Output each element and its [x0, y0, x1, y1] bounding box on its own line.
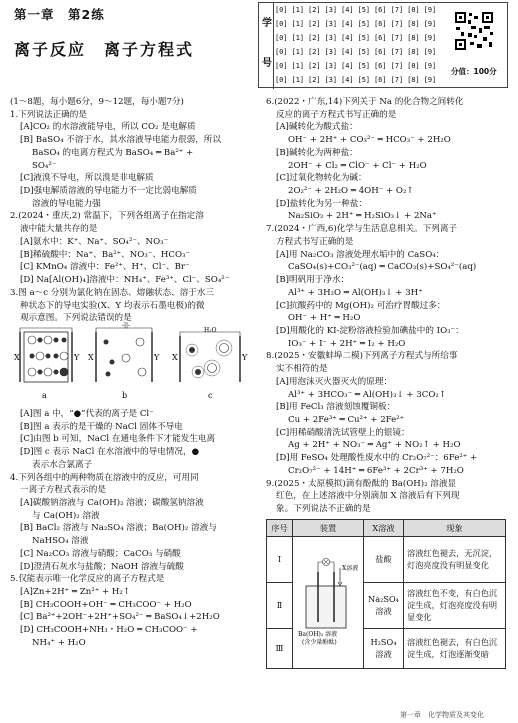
table-header: X溶液: [364, 519, 404, 536]
id-row[interactable]: [0] [1] [2] [3] [4] [5] [6] [7] [8] [9]: [275, 47, 436, 56]
option-cont: BaSO₄ 的电离方程式为 BaSO₄ ═ Ba²⁺ +: [32, 147, 194, 158]
option[interactable]: [C]抗酸药中的 Mg(OH)₂ 可治疗胃酸过多：: [276, 300, 446, 311]
option[interactable]: [A]碱转化为酸式盐：: [276, 122, 358, 133]
option[interactable]: [B]稀硫酸中：Na⁺、Ba²⁺、NO₃⁻、HCO₃⁻: [20, 249, 191, 260]
id-row[interactable]: [0] [1] [2] [3] [4] [5] [6] [7] [8] [9]: [275, 19, 436, 28]
option-cont: 与 Ca(OH)₂ 溶液: [32, 510, 100, 521]
page-footer: 第一章 化学物质及其变化: [400, 711, 484, 719]
question-7: 7.(2024・广西,6)化学与生活息息相关。下列离子: [266, 224, 458, 235]
option[interactable]: [D]图 c 表示 NaCl 在水溶液中的导电情况，●: [20, 447, 200, 458]
apparatus-label: (含少量酚酞): [302, 638, 337, 646]
nacl-conductivity-figure: [14, 321, 250, 406]
equation: OH⁻ + H⁺ ═ H₂O: [288, 313, 361, 324]
left-column: [10, 96, 258, 650]
question-3: 3.图 a～c 分别为氯化钠在固态、熔融状态、溶于水三: [10, 287, 215, 298]
option[interactable]: [D]强电解质溶液的导电能力不一定比弱电解质: [20, 186, 197, 197]
id-row[interactable]: [0] [1] [2] [3] [4] [5] [6] [7] [8] [9]: [275, 61, 436, 70]
table-row: [267, 536, 506, 582]
option[interactable]: [B] CH₃COOH+OH⁻ ═ CH₃COO⁻ + H₂O: [20, 599, 192, 610]
figure-c: [172, 327, 248, 382]
option[interactable]: [A]Zn+2H⁺ ═ Zn²⁺ + H₂↑: [20, 587, 131, 597]
equation: IO₃⁻ + I⁻ + 2H⁺ ═ I₂ + H₂O: [288, 338, 406, 349]
id-row[interactable]: [0] [1] [2] [3] [4] [5] [6] [7] [8] [9]: [275, 75, 436, 84]
row-number: Ⅱ: [267, 582, 293, 628]
question-cont: 红色，在上述溶液中分别滴加 X 溶液后有下列现: [276, 491, 460, 502]
id-row[interactable]: [0] [1] [2] [3] [4] [5] [6] [7] [8] [9]: [275, 5, 436, 14]
svg-text:Y: Y: [242, 352, 248, 362]
option[interactable]: [C]用稀硝酸清洗试管壁上的银镜：: [276, 427, 410, 438]
chapter-label: 第一章 第2练: [14, 7, 105, 22]
number-label: 号: [262, 58, 272, 69]
option[interactable]: [A]用 Na₂CO₃ 溶液处理水垢中的 CaSO₄：: [276, 249, 445, 260]
equation: Al³⁺ + 3H₂O ═ Al(OH)₃↓ + 3H⁺: [288, 287, 423, 298]
question-2: 2.(2024・重庆,2) 常温下，下列各组离子在指定溶: [10, 211, 204, 222]
figure-label: a: [42, 390, 47, 400]
option[interactable]: [B]图 a 表示的是干燥的 NaCl 固体不导电: [20, 421, 183, 432]
score-label: 分值：100分: [451, 67, 497, 76]
option[interactable]: [A]氨水中：K⁺、Na⁺、SO₄²⁻、NO₃⁻: [20, 236, 169, 247]
table-header: 序号: [267, 519, 293, 536]
student-label: 学: [262, 18, 272, 29]
option-cont: 溶液的导电能力强: [32, 198, 101, 209]
question-4: 4.下列各组中的两种物质在溶液中的反应，可用同: [10, 472, 199, 483]
row-number: Ⅲ: [267, 628, 293, 668]
option[interactable]: [B]碱转化为两种盐：: [276, 147, 358, 158]
equation: OH⁻ + 2H⁺ + CO₃²⁻ ═ HCO₃⁻ + 2H₂O: [288, 135, 451, 146]
question-9: 9.(2025・太原模拟)滴有酚酞的 Ba(OH)₂ 溶液显: [266, 478, 457, 489]
equation: Na₂SiO₃ + 2H⁺ ═ H₂SiO₃↓ + 2Na⁺: [288, 211, 437, 222]
option[interactable]: [C]由图 b 可知，NaCl 在通电条件下才能发生电离: [20, 434, 216, 445]
svg-text:X: X: [14, 352, 20, 362]
question-cont: 一离子方程式表示的是: [20, 485, 106, 496]
option[interactable]: [C] KMnO₄ 溶液中：Fe²⁺、H⁺、Cl⁻、Br⁻: [20, 262, 190, 273]
option[interactable]: [C]液溴不导电，所以溴是非电解质: [20, 173, 154, 184]
header-left: [14, 6, 244, 61]
option[interactable]: [B] BaSO₄ 不溶于水，其水溶液导电能力很弱，所以: [20, 135, 221, 146]
table-header-row: [267, 519, 506, 536]
option[interactable]: [A]碳酸钠溶液与 Ca(OH)₂ 溶液；碳酸氢钠溶液: [20, 497, 204, 508]
svg-text:Y: Y: [74, 352, 80, 362]
svg-text:H₂O: H₂O: [204, 326, 217, 334]
phenomenon: 溶液红色褪去，有白色沉淀生成，灯泡逐渐变暗: [404, 628, 506, 668]
equation: CaSO₄(s)+CO₃²⁻(aq) ═ CaCO₃(s)+SO₄²⁻(aq): [288, 262, 477, 273]
right-column: [266, 96, 512, 669]
option[interactable]: [A]用泡沫灭火器灭火的原理：: [276, 376, 393, 387]
option-cont: NH₄⁺ + H₂O: [32, 637, 86, 648]
option[interactable]: [D] CH₃COOH+NH₃・H₂O ═ CH₃COO⁻ +: [20, 625, 198, 636]
page-title: 离子反应 离子方程式: [14, 40, 195, 60]
option[interactable]: [D]用 FeSO₄ 处理酸性废水中的 Cr₂O₇²⁻：6Fe²⁺ +: [276, 453, 478, 464]
phenomenon: 溶液红色不变，有白色沉淀生成，灯泡亮度没有明显变化: [404, 582, 506, 628]
option[interactable]: [A]CO₂ 的水溶液能导电，所以 CO₂ 是电解质: [20, 122, 196, 133]
equation: 2OH⁻ + Cl₂ ═ ClO⁻ + Cl⁻ + H₂O: [288, 160, 427, 171]
question-cont: 反应的离子方程式书写正确的是: [276, 109, 397, 120]
option[interactable]: [B] BaCl₂ 溶液与 Na₂SO₄ 溶液；Ba(OH)₂ 溶液与: [20, 523, 217, 534]
question-cont: 液中能大量共存的是: [20, 224, 98, 235]
x-solution: Na₂SO₄ 溶液: [364, 582, 404, 628]
x-solution: 盐酸: [364, 536, 404, 582]
figure-label: c: [208, 390, 213, 400]
phenomenon: 溶液红色褪去，无沉淀，灯泡亮度没有明显变化: [404, 536, 506, 582]
student-id-box: [258, 2, 508, 88]
question-1: 1.下列说法正确的是: [10, 109, 87, 120]
equation: Cr₂O₇²⁻ + 14H⁺ ═ 6Fe³⁺ + 2Cr³⁺ + 7H₂O: [288, 465, 464, 476]
question-cont: 方程式书写正确的是: [276, 236, 354, 247]
question-cont: 象。下列说法不正确的是: [276, 504, 371, 514]
option[interactable]: [B]明矾用于净水：: [276, 275, 350, 286]
option[interactable]: [D] Na[Al(OH)₄]溶液中：NH₄⁺、Fe³⁺、Cl⁻、SO₄²⁻: [20, 275, 230, 286]
qr-code-icon: [454, 11, 494, 51]
option-cont: SO₄²⁻: [32, 160, 57, 171]
question-cont: 实不相符的是: [276, 364, 328, 375]
option[interactable]: [C] Na₂CO₃ 溶液与硝酸；CaCO₃ 与硝酸: [20, 548, 181, 559]
figure-a: [14, 328, 80, 382]
question-cont: 观示意图。下列说法错误的是: [20, 313, 132, 324]
question-8: 8.(2025・安徽蚌埠二模)下列离子方程式与所给事: [266, 351, 458, 362]
question-6: 6.(2022・广东,14)下列关于 Na 的化合物之间转化: [266, 97, 464, 107]
option[interactable]: [C]过氧化物转化为碱：: [276, 173, 367, 184]
svg-text:X: X: [88, 352, 94, 362]
apparatus-cell: [293, 536, 364, 668]
option-cont: 表示水合氯离子: [32, 459, 93, 470]
experiment-table: [266, 519, 506, 669]
equation: Al³⁺ + 3HCO₃⁻ ═ Al(OH)₃↓ + 3CO₂↑: [288, 389, 447, 400]
option[interactable]: [D]澄清石灰水与盐酸；NaOH 溶液与硫酸: [20, 561, 184, 572]
option[interactable]: [C] Ba²⁺+2OH⁻+2H⁺+SO₄²⁻ ═ BaSO₄↓+2H₂O: [20, 612, 220, 623]
svg-text:Y: Y: [154, 352, 160, 362]
x-solution: H₂SO₄ 溶液: [364, 628, 404, 668]
row-number: Ⅰ: [267, 536, 293, 582]
option-cont: NaHSO₄ 溶液: [32, 536, 89, 547]
apparatus-label: Ba(OH)₂ 溶液: [298, 630, 338, 638]
apparatus-label: X溶液: [342, 564, 359, 572]
apparatus-diagram: [296, 556, 360, 646]
id-row[interactable]: [0] [1] [2] [3] [4] [5] [6] [7] [8] [9]: [275, 33, 436, 42]
table-header: 现象: [404, 519, 506, 536]
figure-b: [88, 322, 160, 382]
figure-label: b: [122, 390, 128, 400]
svg-text:X: X: [172, 352, 178, 362]
instructions: (1～8题，每小题6分，9～12题，每小题7分): [10, 97, 184, 107]
divider: [273, 3, 274, 89]
equation: Cu + 2Fe³⁺ ═ Cu²⁺ + 2Fe²⁺: [288, 414, 405, 425]
option[interactable]: [D]用酸化的 KI-淀粉溶液检验加碘盐中的 IO₃⁻：: [276, 325, 464, 336]
option[interactable]: [A]图 a 中，“●”代表的离子是 Cl⁻: [20, 408, 154, 419]
option[interactable]: [D]盐转化为另一种盐：: [276, 198, 367, 209]
table-header: 装置: [293, 519, 364, 536]
option[interactable]: [B]用 FeCl₃ 溶液刻蚀覆铜板：: [276, 402, 396, 413]
question-5: 5.仅能表示唯一化学反应的离子方程式是: [10, 574, 165, 585]
svg-text:-||-: -||-: [122, 321, 131, 329]
question-cont: 种状态下的导电实验(X、Y 均表示石墨电极)的微: [20, 300, 205, 311]
equation: Ag + 2H⁺ + NO₃⁻ ═ Ag⁺ + NO₂↑ + H₂O: [288, 440, 461, 451]
equation: 2O₂²⁻ + 2H₂O ═ 4OH⁻ + O₂↑: [288, 186, 414, 197]
